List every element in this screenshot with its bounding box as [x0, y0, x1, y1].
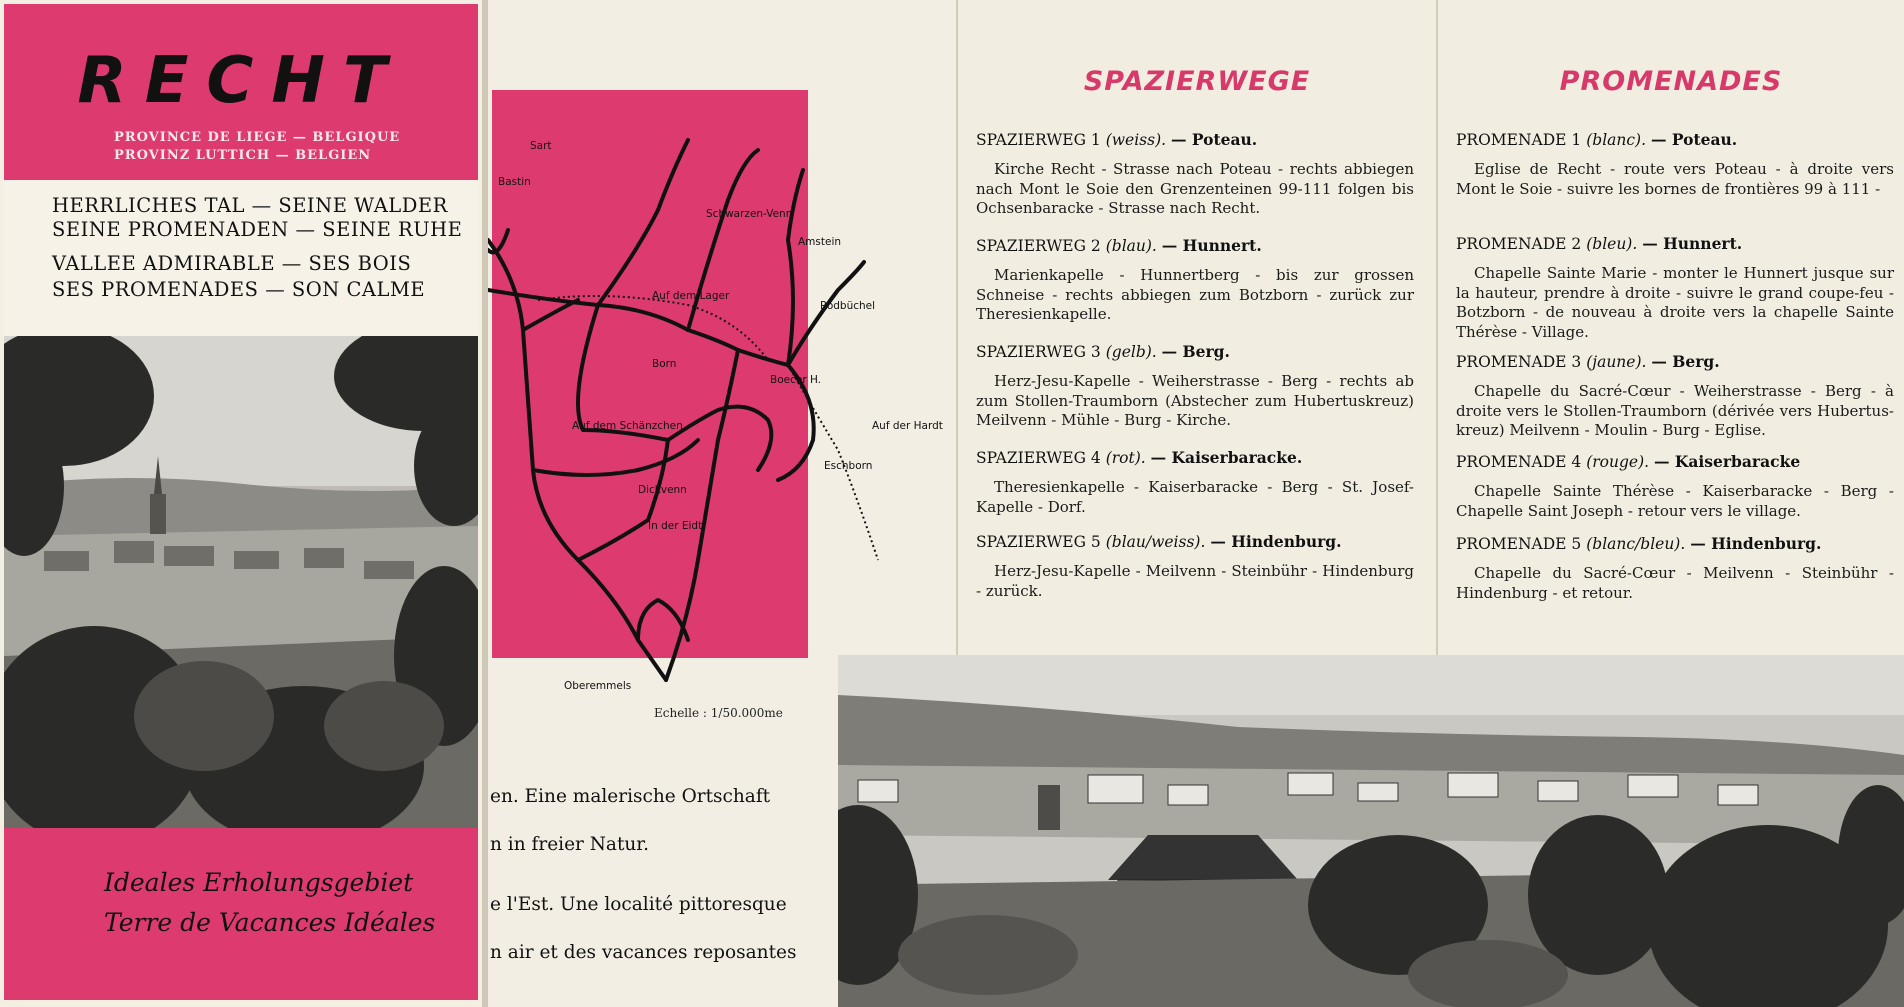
map-label: Born — [652, 358, 677, 370]
route-description: Kirche Recht - Strasse nach Poteau - rechts abbiegen nach Mont le Soie den Grenzenteinen 99-111 folgen bis Ochsenbaracke - Strasse nach Recht. — [976, 160, 1414, 217]
slogan-de: Ideales Erholungsgebiet — [104, 868, 414, 897]
map-label: Bastin — [498, 176, 531, 188]
map-label: Dickvenn — [638, 484, 687, 496]
cover-panel — [0, 0, 488, 1007]
map-label: Auf dem Lager — [652, 290, 730, 302]
text-fragment: n air et des vacances reposantes — [490, 942, 797, 963]
tagline: SES PROMENADES — SON CALME — [52, 278, 426, 301]
route-description: Herz-Jesu-Kapelle - Meilvenn - Steinbühr - Hindenburg - zurück. — [976, 562, 1414, 600]
route-heading: PROMENADE 5 (blanc/bleu). — Hindenburg. — [1456, 534, 1822, 553]
route-heading: SPAZIERWEG 5 (blau/weiss). — Hindenburg. — [976, 532, 1342, 551]
tagline: HERRLICHES TAL — SEINE WALDER — [52, 194, 448, 217]
text-fragment: en. Eine malerische Ortschaft — [490, 786, 771, 807]
route-description: Chapelle du Sacré-Cœur - Meilvenn - Steinbühr - Hindenburg - et retour. — [1456, 564, 1894, 602]
map-label: Oberemmels — [564, 680, 632, 692]
route-heading: SPAZIERWEG 2 (blau). — Hunnert. — [976, 236, 1262, 255]
landscape-photo — [838, 655, 1904, 1007]
map-label: Schwarzen-Venn — [706, 208, 793, 220]
route-heading: PROMENADE 2 (bleu). — Hunnert. — [1456, 234, 1743, 253]
road-map — [488, 0, 956, 720]
route-description: Marienkapelle - Hunnertberg - bis zur grossen Schneise - rechts abbiegen zum Botzborn - zurück zur Theresienkapelle. — [976, 266, 1414, 323]
route-heading: SPAZIERWEG 3 (gelb). — Berg. — [976, 342, 1230, 361]
slogan-fr: Terre de Vacances Idéales — [104, 908, 436, 937]
route-description: Eglise de Recht - route vers Poteau - à droite vers Mont le Soie - suivre les bornes de frontières 99 à 111 - — [1456, 160, 1894, 198]
route-heading: PROMENADE 4 (rouge). — Kaiserbaracke — [1456, 452, 1801, 471]
map-label: Auf der Hardt — [872, 420, 943, 432]
map-scale: Echelle : 1/50.000me — [654, 706, 783, 720]
map-label: Rodbüchel — [820, 300, 876, 312]
text-fragment: n in freier Natur. — [490, 834, 649, 855]
map-label: Eschborn — [824, 460, 873, 472]
route-heading: PROMENADE 1 (blanc). — Poteau. — [1456, 130, 1738, 149]
route-heading: SPAZIERWEG 1 (weiss). — Poteau. — [976, 130, 1258, 149]
route-description: Theresienkapelle - Kaiserbaracke - Berg - St. Josef-Kapelle - Dorf. — [976, 478, 1414, 516]
route-heading: PROMENADE 3 (jaune). — Berg. — [1456, 352, 1720, 371]
promenades-title: PROMENADES — [1559, 66, 1783, 97]
route-description: Chapelle Sainte Marie - monter le Hunnert jusque sur la hauteur, prendre à droite - suivre le grand coupe-feu - Botzborn - de nouveau à droite vers la chapelle Sainte Thérèse - Village. — [1456, 264, 1894, 341]
map-label: In der Eidt — [648, 520, 703, 532]
cover-footer — [4, 828, 478, 1000]
route-description: Herz-Jesu-Kapelle - Weiherstrasse - Berg - rechts ab zum Stollen-Traumborn (Abstecher zum Hubertuskreuz) Meilvenn - Mühle - Burg - Kirche. — [976, 372, 1414, 429]
spazierwege-title: SPAZIERWEGE — [1083, 66, 1311, 97]
cover-title: RECHT — [77, 44, 405, 118]
tagline: SEINE PROMENADEN — SEINE RUHE — [52, 218, 463, 241]
tagline: VALLEE ADMIRABLE — SES BOIS — [52, 252, 412, 275]
tagline-block — [4, 180, 478, 336]
route-description: Chapelle du Sacré-Cœur - Weiherstrasse - Berg - à droite vers le Stollen-Traumborn (dérivée vers Hubertus-kreuz) Meilvenn - Moulin - Burg - Eglise. — [1456, 382, 1894, 439]
province-de: PROVINZ LUTTICH — BELGIEN — [114, 148, 372, 163]
cover-header — [4, 4, 478, 180]
village-photo — [4, 336, 478, 828]
map-label: Amstein — [798, 236, 842, 248]
text-fragment: e l'Est. Une localité pittoresque — [490, 894, 787, 915]
route-heading: SPAZIERWEG 4 (rot). — Kaiserbaracke. — [976, 448, 1303, 467]
route-description: Chapelle Sainte Thérèse - Kaiserbaracke - Berg - Chapelle Saint Joseph - retour vers le village. — [1456, 482, 1894, 520]
map-label: Sart — [530, 140, 552, 152]
map-label: Auf dem Schänzchen — [572, 420, 683, 432]
map-label: Boecer H. — [770, 374, 822, 386]
province-fr: PROVINCE DE LIEGE — BELGIQUE — [114, 130, 401, 145]
